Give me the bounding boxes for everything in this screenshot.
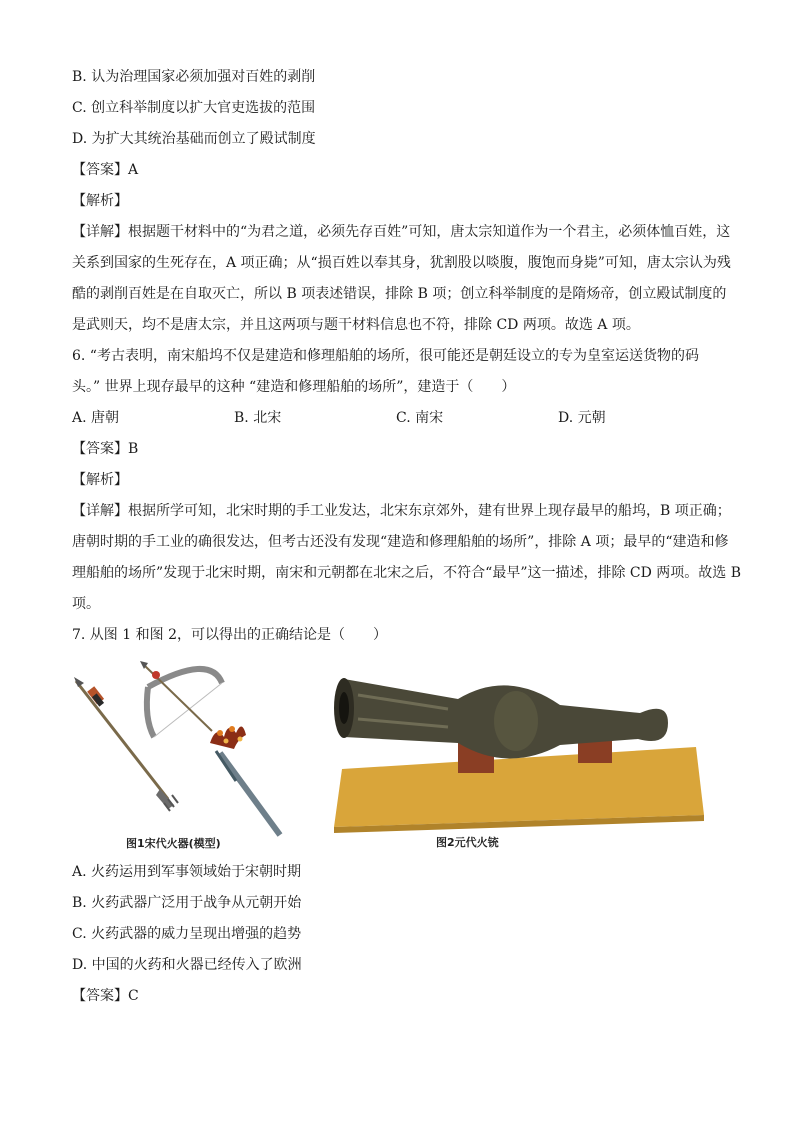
detail-text: 唐朝时期的手工业的确很发达，但考古还没有发现“建造和修理船舶的场所”，排除 A 项；最早的“建造和修 <box>72 534 729 550</box>
q6-answer <box>72 434 722 465</box>
answer-value: A <box>128 162 139 178</box>
exam-page <box>72 62 742 1012</box>
fig1-caption: 图1宋代火器(模型) <box>126 837 221 850</box>
q6-option-d: D. 元朝 <box>558 410 606 426</box>
q7-option-c: C. 火药武器的威力呈现出增强的趋势 <box>72 926 302 942</box>
detail-tag: 【详解】 <box>72 503 128 519</box>
q6-option-a: A. 唐朝 <box>72 410 120 426</box>
answer-value: B <box>128 441 139 457</box>
answer-tag: 【答案】 <box>72 162 128 178</box>
q6-detail <box>72 496 742 620</box>
q7-stem: 7. 从图 1 和图 2，可以得出的正确结论是（ ） <box>72 627 387 643</box>
q7-figures <box>70 657 720 853</box>
q5-answer <box>72 155 722 186</box>
q7-option-d: D. 中国的火药和火器已经传入了欧洲 <box>72 957 302 973</box>
q6-analysis-tag: 【解析】 <box>72 472 128 488</box>
answer-value: C <box>128 988 139 1004</box>
q6-stem: 6. “考古表明，南宋船坞不仅是建造和修理船舶的场所，很可能还是朝廷设立的专为皇室运送货物的码 <box>72 348 699 364</box>
detail-text: 关系到国家的生死存在，A 项正确；从“损百姓以奉其身，犹割股以啖腹，腹饱而身毙”可知，唐太宗认为残 <box>72 255 731 271</box>
q7-option-a: A. 火药运用到军事领域始于宋朝时期 <box>72 864 302 880</box>
song-fire-weapons-image <box>70 657 292 853</box>
q5-analysis-tag: 【解析】 <box>72 193 128 209</box>
q6-option-b: B. 北宋 <box>234 410 282 426</box>
answer-tag: 【答案】 <box>72 988 128 1004</box>
q6-options <box>72 403 722 434</box>
q5-detail <box>72 217 731 341</box>
detail-text: 根据所学可知，北宋时期的手工业发达，北宋东京郊外，建有世界上现存最早的船坞，B 项正确； <box>128 503 731 519</box>
q5-option-b: B. 认为治理国家必须加强对百姓的剥削 <box>72 69 316 85</box>
fig2-caption: 图2元代火铳 <box>436 836 499 849</box>
q7-answer <box>72 981 722 1012</box>
yuan-hand-cannon-image <box>308 665 708 835</box>
detail-text: 是武则天，均不是唐太宗，并且这两项与题干材料信息也不符，排除 CD 两项。故选 A 项。 <box>72 317 640 333</box>
q5-option-d: D. 为扩大其统治基础而创立了殿试制度 <box>72 131 316 147</box>
detail-text: 理船舶的场所”发现于北宋时期，南宋和元朝都在北宋之后，不符合“最早”这一描述，排除 CD 两项。故选 B <box>72 565 742 581</box>
q7-option-b: B. 火药武器广泛用于战争从元朝开始 <box>72 895 302 911</box>
detail-text: 项。 <box>72 596 100 612</box>
detail-text: 酷的剥削百姓是在自取灭亡，所以 B 项表述错误，排除 B 项；创立科举制度的是隋炀帝，创立殿试制度的 <box>72 286 727 302</box>
q5-option-c: C. 创立科举制度以扩大官吏选拔的范围 <box>72 100 316 116</box>
q6-option-c: C. 南宋 <box>396 410 444 426</box>
detail-tag: 【详解】 <box>72 224 128 240</box>
q6-stem: 头。” 世界上现存最早的这种 “建造和修理船舶的场所”，建造于（ ） <box>72 379 516 395</box>
answer-tag: 【答案】 <box>72 441 128 457</box>
detail-text: 根据题干材料中的“为君之道，必须先存百姓”可知，唐太宗知道作为一个君主，必须体恤百姓，这 <box>128 224 731 240</box>
